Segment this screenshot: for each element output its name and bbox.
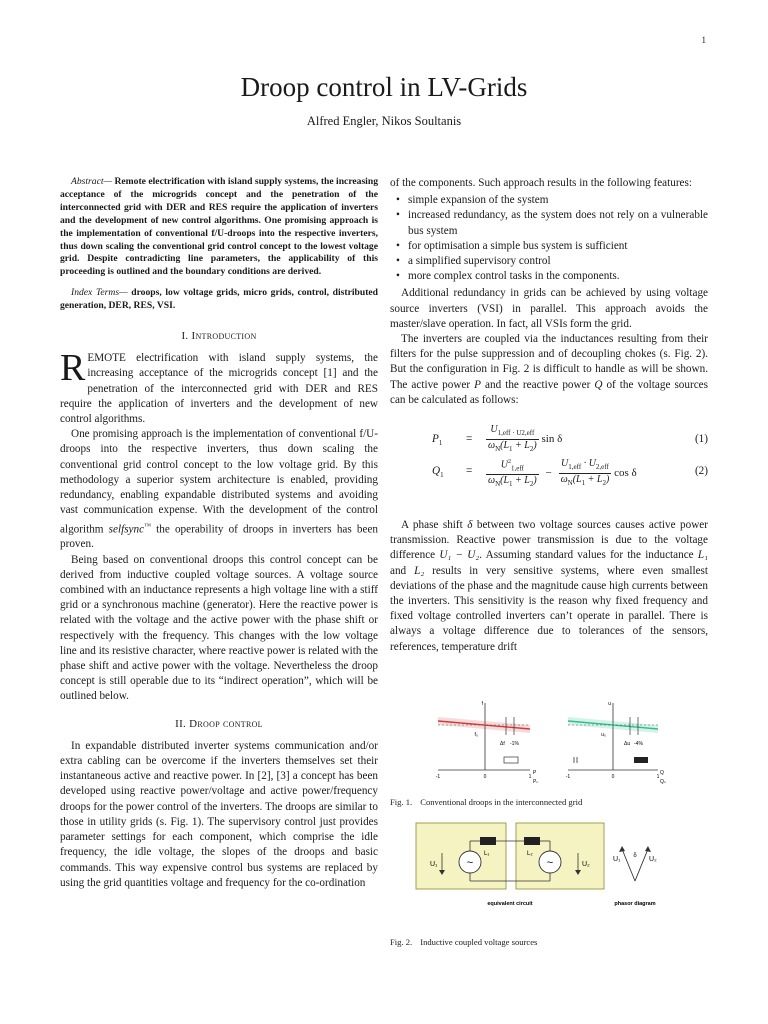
symbol-delta: δ xyxy=(467,519,473,532)
equation-1 xyxy=(390,426,708,452)
symbol-U-diff: U₁ − U₂ xyxy=(439,549,480,562)
paper-authors: Alfred Engler, Nikos Soultanis xyxy=(306,114,462,128)
fig1-left-plot xyxy=(436,701,539,785)
eq1-den-w: ω xyxy=(488,440,496,452)
equivalent-circuit-label: equivalent circuit xyxy=(487,901,533,907)
eq1-number: (1) xyxy=(694,433,708,446)
u2-label: U₂ xyxy=(582,861,590,868)
resistor-icon xyxy=(504,757,518,763)
right-column xyxy=(390,176,708,655)
eq2-fraction-2 xyxy=(559,458,612,489)
features-list xyxy=(390,193,708,284)
eq1-denominator xyxy=(486,440,539,455)
list-item: • simple expansion of the system xyxy=(390,193,708,208)
inductor-icon xyxy=(634,757,648,763)
section-1-num: I. xyxy=(181,330,192,343)
eq2-f1-num: $U^2_{1,eff}$ xyxy=(486,456,539,475)
right-paragraph-3 xyxy=(390,332,708,408)
intro-p1-text: EMOTE electrification with island supply systems, the increasing acceptance of the microgrids concept [1] and the penetration of the interconnected grid with DER and RES require the application of inverters and the development of new control algorithms. xyxy=(60,352,378,426)
eq2-fraction-1 xyxy=(486,456,539,490)
left-minus1: -1 xyxy=(435,774,441,780)
section-2-heading xyxy=(60,717,378,732)
p4-b: between two voltage sources causes active power transmission. Reactive power transmission is due to the voltage difference xyxy=(390,519,708,562)
eq1-den-plus: + L xyxy=(512,440,530,452)
abstract xyxy=(60,176,378,279)
abstract-lead: Abstract— xyxy=(71,176,113,187)
l2-label: L₂ xyxy=(527,851,533,857)
eq1-lhs xyxy=(432,432,442,451)
eq1-lhs-sym: P xyxy=(432,433,439,446)
left-x-label: P xyxy=(533,770,537,776)
index-terms-lead: Index Terms— xyxy=(71,287,128,299)
tilde-1: ~ xyxy=(466,857,474,869)
symbol-L1: L₁ xyxy=(697,549,708,562)
right-pct-label: -4% xyxy=(634,741,643,747)
left-x-sub: Pₙ xyxy=(533,779,539,785)
fig1-right-plot xyxy=(566,701,666,785)
eq2-lhs xyxy=(432,464,444,483)
list-item: • a simplified supervisory control xyxy=(390,254,708,269)
eq2-f1-den: $\omega_N(L_1 + L_2)$ xyxy=(488,475,537,489)
l1-label: L₁ xyxy=(484,851,490,857)
fig2-caption xyxy=(390,937,708,947)
eq2-lhs-sub: 1 xyxy=(440,471,444,480)
intro-paragraph-3: Being based on conventional droops this control concept can be derived from inductive coupled voltage sources. A voltage source combined with an inductance represents a high voltage line with a stiff grid or a synchronous machine (generator). Here the reactive power is related with the voltage and the active power with the phase shift or respectively with the frequency. This changes with the low voltage line and its resistive character, where reactive power is related with the phase shift and active power with the voltage. Nevertheless the droop concept is still operable due to its “indirect operation”, which will be outlined below. xyxy=(60,553,378,703)
eq2-cos: cos δ xyxy=(614,466,637,479)
drop-cap: R xyxy=(60,347,86,390)
right-paragraph-1: of the components. Such approach results in the following features: xyxy=(390,177,692,189)
fig1-caption-label: Fig. 1. xyxy=(390,797,413,807)
eq1-fraction xyxy=(486,424,539,455)
eq1-num-sub: 1,eff · U xyxy=(497,429,522,438)
p3-b: and the reactive power xyxy=(481,378,595,391)
fig2-circuit-diagram xyxy=(390,821,708,926)
left-axis-top-label: f xyxy=(481,701,483,707)
left-one: 1 xyxy=(528,774,532,780)
index-terms xyxy=(60,287,378,313)
right-paragraph-4 xyxy=(390,518,708,655)
left-column xyxy=(60,176,378,891)
right-du-label: Δu xyxy=(624,741,631,747)
eq1-den-2: 2 xyxy=(529,445,534,454)
symbol-L2: L₂ xyxy=(414,564,425,577)
inductor-L1-icon xyxy=(480,837,496,845)
equivalent-circuit xyxy=(416,823,604,907)
eq1-numerator xyxy=(486,424,539,440)
eq1-den-close: ) xyxy=(533,440,537,452)
equations xyxy=(390,424,708,489)
eq2-number: (2) xyxy=(694,465,708,478)
phasor-u1-head-icon xyxy=(619,846,625,852)
index-terms-text: droops, low voltage grids, micro grids, control, distributed generation, DER, RES, VSI. xyxy=(60,287,378,312)
fig1-caption xyxy=(390,797,708,807)
intro-p2-a: One promising approach is the implementation of conventional f/U-droops into the respective inverters, thus down scaling the conventional grid control concept to the low voltage grid. By this methodology a superior system architecture is enabled, providing redundancy, enabling expandable distributed systems and avoiding vast communication expense. With the development of the control algorithm xyxy=(60,428,378,536)
symbol-P: P xyxy=(474,378,481,391)
eq1-num-sub2: 2,eff xyxy=(521,429,535,438)
phasor-diagram xyxy=(613,846,657,907)
page-number: 1 xyxy=(701,35,706,45)
eq1-den-1: 1 xyxy=(509,445,513,454)
inductor-L2-icon xyxy=(524,837,540,845)
phasor-u2 xyxy=(635,849,648,881)
intro-p2-b: the operability of droops in inverters has been proven. xyxy=(60,523,379,551)
eq2-f2-num: $U_{1,eff} \cdot U_{2,eff}$ xyxy=(559,458,612,474)
eq1-equals: = xyxy=(466,433,473,446)
right-axis-top-label: u xyxy=(608,701,611,707)
section-1-heading xyxy=(60,329,378,344)
selfsync-term: selfsync xyxy=(108,523,145,536)
p3-a: The inverters are coupled via the inductances resulting from their filters for the pulse suppression and of decoupling chokes (s. Fig. 2). But the configuration in Fig. 2 is difficult to handle as will be shown. The active power xyxy=(390,333,708,391)
phasor-u2-label: U₂ xyxy=(649,856,657,863)
left-df-label: Δf xyxy=(500,741,505,747)
list-item: • increased redundancy, as the system does not rely on a vulnerable bus system xyxy=(390,208,708,238)
p3-c: of the voltage sources can be calculated as follows: xyxy=(390,378,709,406)
eq1-num-U: U xyxy=(490,424,498,436)
u1-label: U₁ xyxy=(430,861,438,868)
abstract-text: Remote electrification with island supply systems, the increasing acceptance of the microgrids concept and the penetration of the interconnected grid with DER and RES require the application of inverters and the development of new control algorithms. One promising approach is the implementation of conventional f/U-droops into the respective inverters, thus down scaling the conventional grid control concept to the lowest voltage grid. Despite contradicting line parameters, the applicability of this proceeding is outlined and the boundary conditions are derived. xyxy=(60,176,378,278)
list-item: • for optimisation a simple bus system is sufficient xyxy=(390,239,708,254)
fig2-caption-text: Inductive coupled voltage sources xyxy=(420,937,538,947)
phasor-diagram-label: phasor diagram xyxy=(614,901,656,907)
p4-c: . Assuming standard values for the inductance xyxy=(479,549,698,562)
section-2-title: Droop control xyxy=(189,717,263,730)
phasor-u2-head-icon xyxy=(645,846,651,852)
phasor-u1-label: U₁ xyxy=(613,856,621,863)
paper-title: Droop control in LV-Grids xyxy=(240,72,528,102)
intro-paragraph-2 xyxy=(60,427,378,552)
eq2-minus: − xyxy=(545,466,552,479)
left-zero: 0 xyxy=(483,774,487,780)
left-f0-label: f₀ xyxy=(474,732,478,738)
figure-area xyxy=(390,695,708,947)
right-zero: 0 xyxy=(611,774,615,780)
eq1-den-N: N xyxy=(495,445,501,454)
eq1-lhs-sub: 1 xyxy=(438,439,443,448)
eq1-sin: sin δ xyxy=(541,433,563,446)
right-u0-label: u₀ xyxy=(601,732,606,738)
eq1-rhs xyxy=(486,424,562,455)
left-pct-label: -1% xyxy=(510,741,519,747)
right-x-sub: Qₙ xyxy=(660,779,666,785)
p4-a: A phase shift xyxy=(401,519,468,532)
intro-paragraph-1 xyxy=(60,347,378,427)
eq2-equals: = xyxy=(466,465,473,478)
fig2-caption-label: Fig. 2. xyxy=(390,937,413,947)
eq2-f2-den: $\omega_N(L_1 + L_2)$ xyxy=(560,473,610,487)
droop-paragraph-1: In expandable distributed inverter systems communication and/or extra cabling can be overcome if the inverters themselves set their instantaneous active and reactive power. In [2], [3] a concept has been developed using reactive power/voltage and active power/frequency droops for the power control of the inverters. The droops are similar to those in utility grids (s. Fig. 1). The supervisory control just provides parameter settings for each component, which comprise the idle frequency, the idle voltage, the slopes of the droops and basic commands. This way expensive control bus systems are replaced by using the grid quantities voltage and frequency for the co-ordination xyxy=(60,739,378,889)
section-1-title: Introduction xyxy=(191,330,257,343)
trademark: ™ xyxy=(144,521,151,530)
section-2-num: II. xyxy=(175,717,190,730)
eq1-den-L: (L xyxy=(500,440,510,452)
right-x-label: Q xyxy=(660,770,664,776)
right-one: 1 xyxy=(656,774,660,780)
fig1-droop-diagram xyxy=(390,695,708,790)
eq2-lhs-sym: Q xyxy=(432,465,441,478)
list-item: • more complex control tasks in the components. xyxy=(390,269,708,284)
tilde-2: ~ xyxy=(546,857,554,869)
p4-d: and xyxy=(390,564,415,577)
right-minus1: -1 xyxy=(565,774,571,780)
right-paragraph-2: Additional redundancy in grids can be achieved by using voltage source inverters (VSI) in parallel. This approach avoids the master/slave operation. In fact, all VSIs form the grid. xyxy=(390,287,708,330)
fig1-caption-text: Conventional droops in the interconnected grid xyxy=(420,797,583,807)
phasor-delta-label: δ xyxy=(633,853,637,859)
equation-2 xyxy=(390,457,708,489)
eq2-rhs xyxy=(486,456,637,490)
symbol-Q: Q xyxy=(594,378,603,391)
p4-e: results in very sensitive systems, where even smallest deviations of the phase and the magnitude cause high currents between the inverters. This sensitivity is the reason why fixed frequency and fixed voltage controlled inverters can’t operate in parallel. There is always a voltage difference due to tolerances of the sensors, references, temperature drift xyxy=(390,564,708,653)
